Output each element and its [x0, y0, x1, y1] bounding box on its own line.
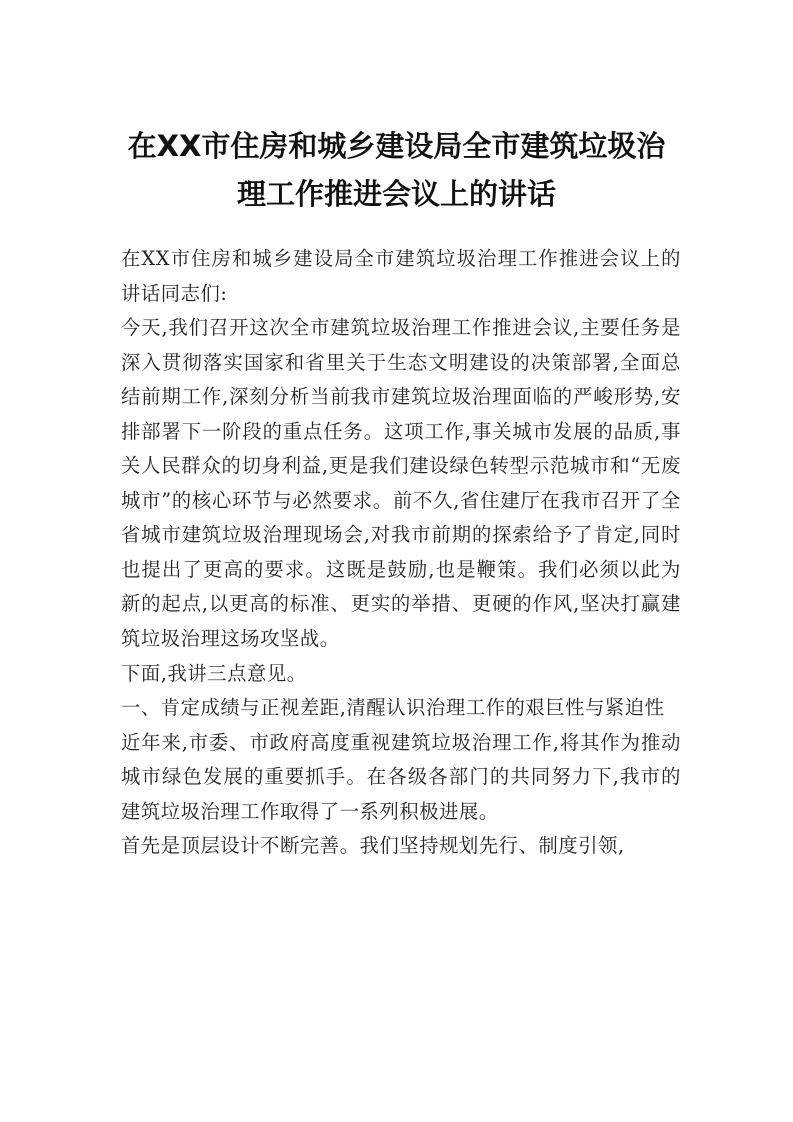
paragraph-top-level-design: 首先是顶层设计不断完善。我们坚持规划先行、制度引领, — [121, 834, 625, 858]
paragraph-introduction: 今天,我们召开这次全市建筑垃圾治理工作推进会议,主要任务是深入贯彻落实国家和省里关于生态文明建设的决策部署,全面总结前期工作,深刻分析当前我市建筑垃圾治理面临的严峻形势,安排部署下一阶段的重点任务。这项工作,事关城市发展的品质,事关人民群众的切身利益,更是我们建设绿色转型示范城市和“无废城市”的核心环节与必然要求。前不久,省住建厅在我市召开了全省城市建筑垃圾治理现场会,对我市前期的探索给予了肯定,同时也提出了更高的要求。这既是鼓励,也是鞭策。我们必须以此为新的起点,以更高的标准、更实的举措、更硬的作风,坚决打赢建筑垃圾治理这场攻坚战。 — [121, 316, 681, 651]
document-title-line-2: 理工作推进会议上的讲话 — [236, 177, 556, 211]
document-body — [121, 242, 681, 864]
paragraph-opening: 在XX市住房和城乡建设局全市建筑垃圾治理工作推进会议上的讲话同志们: — [121, 247, 681, 305]
section-heading-1: 一、肯定成绩与正视差距,清醒认识治理工作的艰巨性与紧迫性 — [121, 696, 665, 720]
document-title-line-1: 在XX市住房和城乡建设局全市建筑垃圾治 — [127, 129, 666, 163]
paragraph-transition: 下面,我讲三点意见。 — [121, 661, 307, 685]
paragraph-achievements: 近年来,市委、市政府高度重视建筑垃圾治理工作,将其作为推动城市绿色发展的重要抓手。在各级各部门的共同努力下,我市的建筑垃圾治理工作取得了一系列积极进展。 — [121, 730, 681, 823]
